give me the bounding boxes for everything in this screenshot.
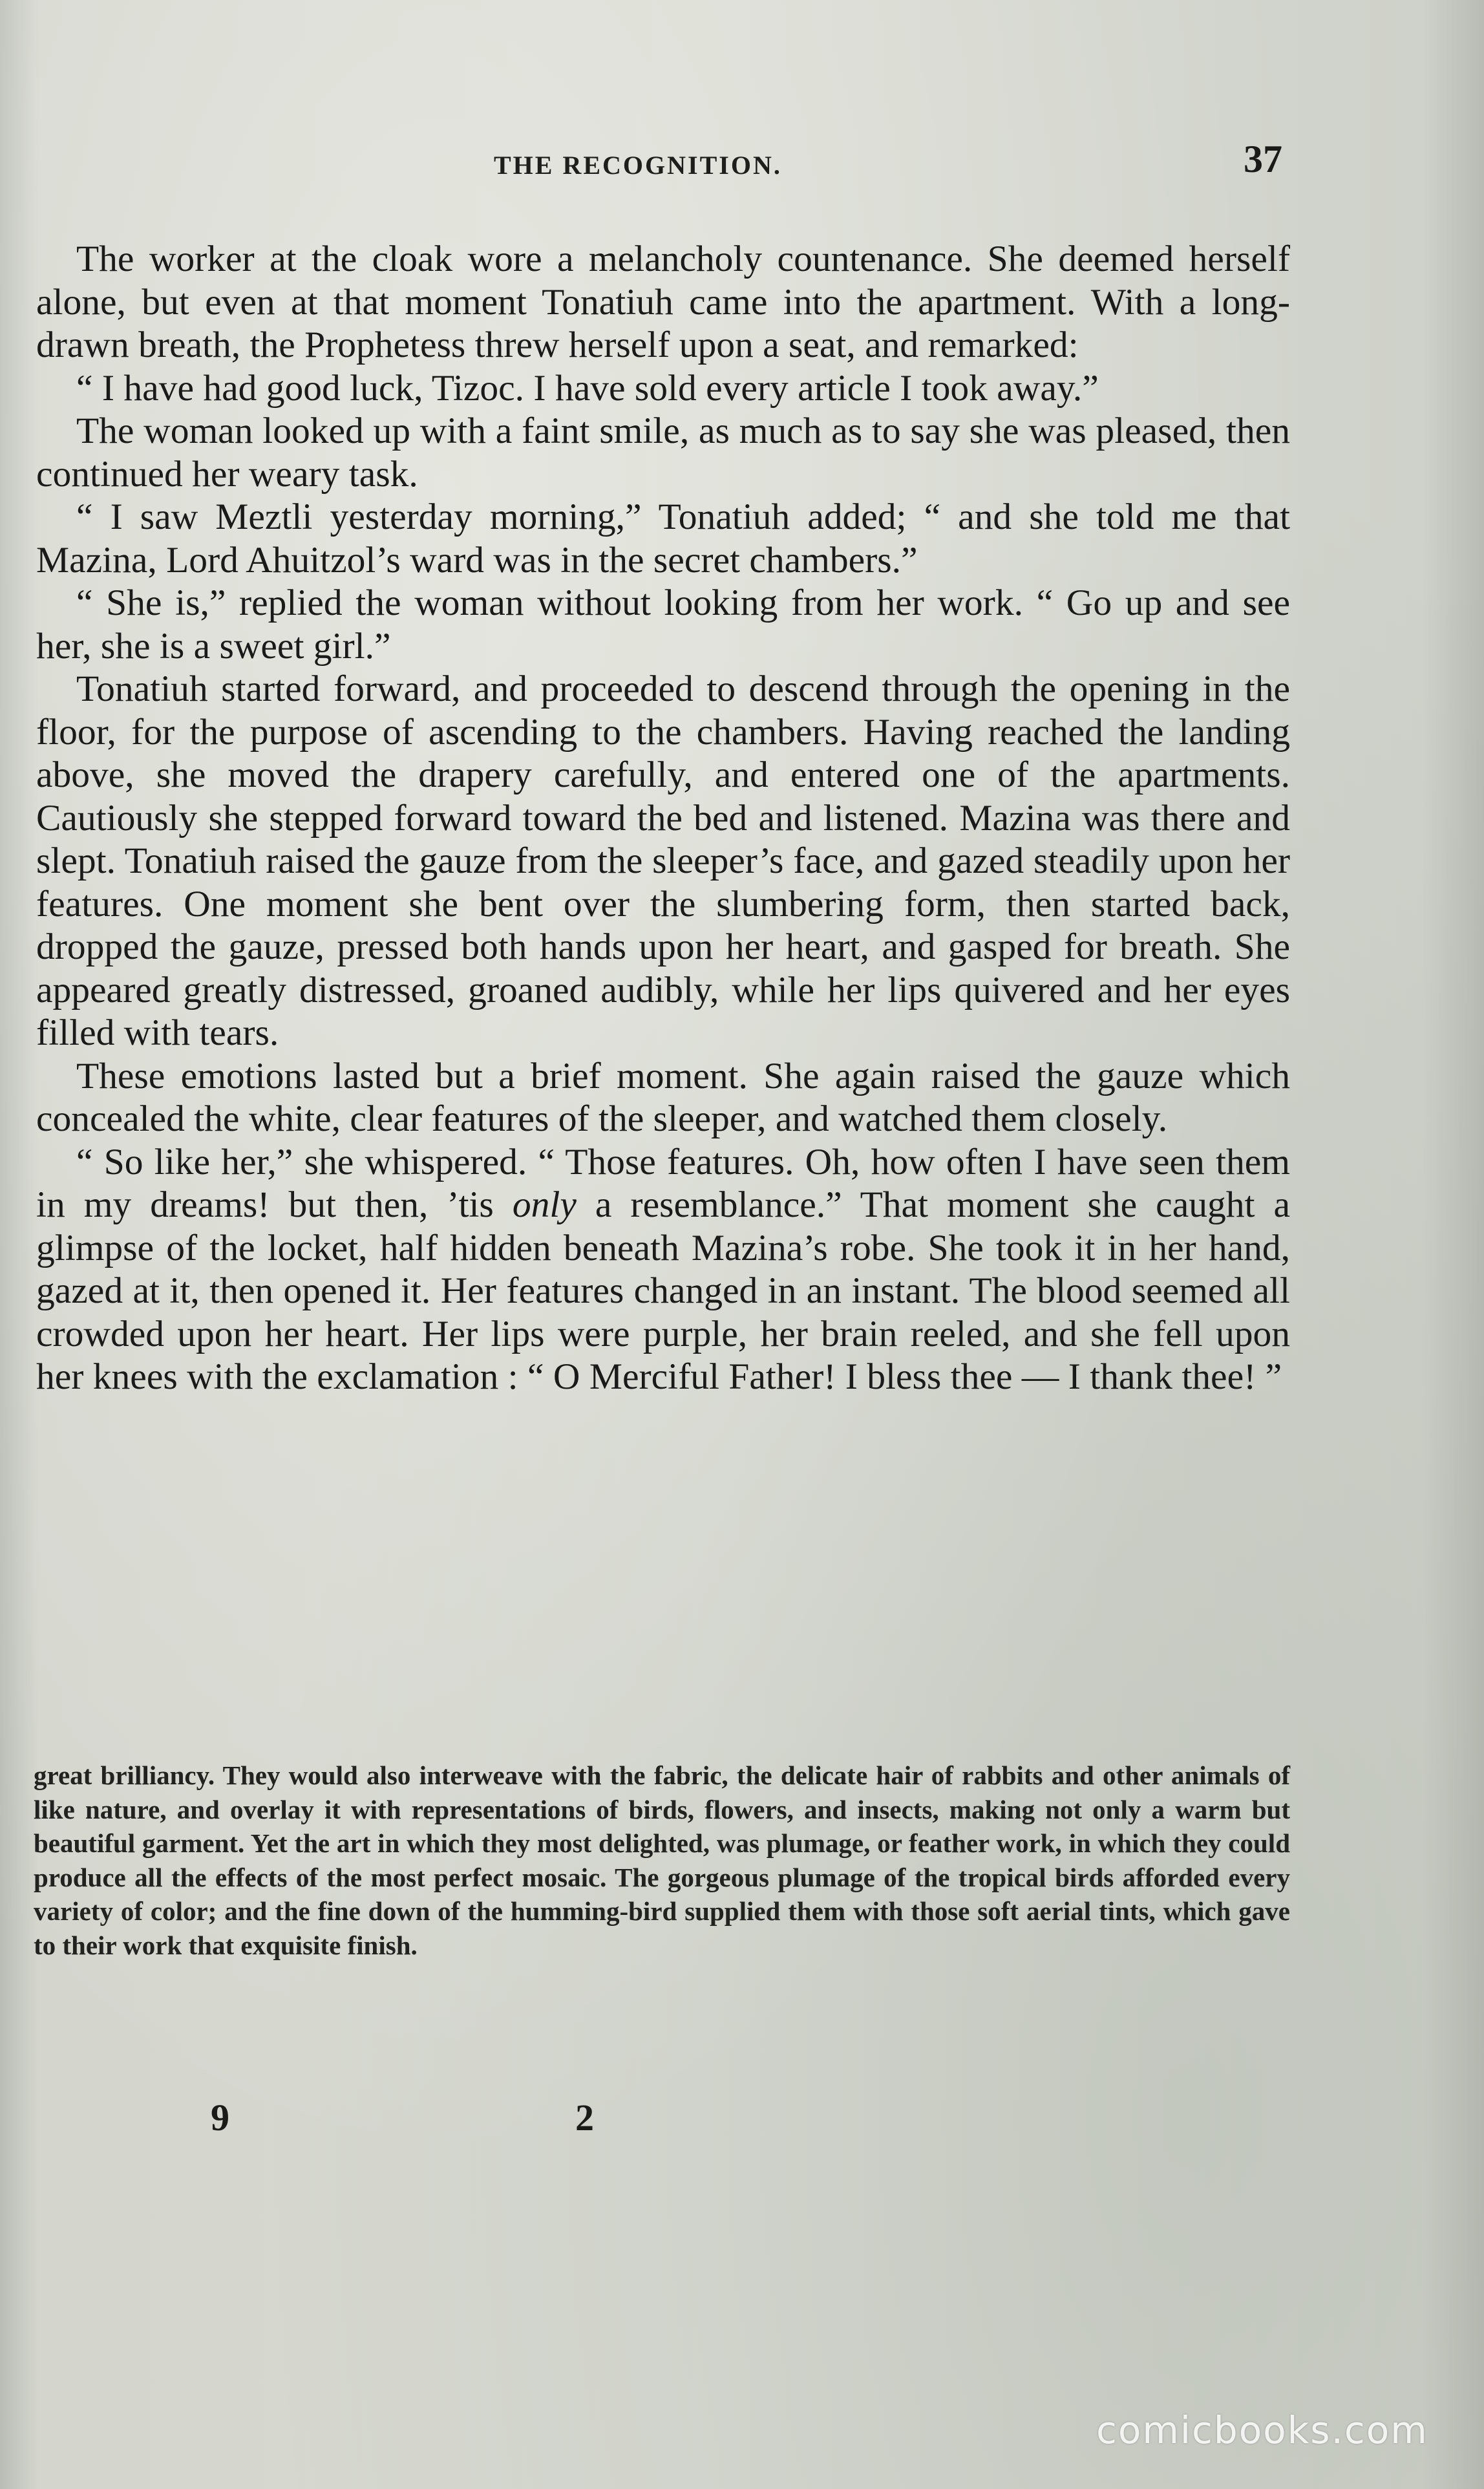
footnote-text: great brilliancy. They would also interweave with the fabric, the delicate hair of rabbits and other animals of like nature, and overlay it with representations of birds, flowers, and insects, making not only a warm but beautiful garment. Yet the art in which they most delighted, was plumage, or feather work, in which they could produce all the effects of the most perfect mosaic. The gorgeous plumage of the tropical birds afforded every variety of color; and the fine down of the humming-bird supplied them with those soft aerial tints, which gave to their work that exquisite finish.	[34, 1760, 1290, 1960]
paragraph: “ I have had good luck, Tizoc. I have sold every article I took away.”	[76, 367, 1099, 409]
watermark: comicbooks.com	[1096, 2408, 1428, 2452]
paragraph: Tonatiuh started forward, and proceeded to descend through the opening in the floor, for the purpose of ascending to the chambers. Having reached the landing above, she moved the drapery carefully, and entered one of the apartments. Cautiously she stepped forward toward the bed and listened. Mazina was there and slept. Tonatiuh raised the gauze from the sleeper’s face, and gazed steadily upon her features. One moment she bent over the slumbering form, then started back, dropped the gauze, pressed both hands upon her heart, and gasped for breath. She appeared greatly distressed, groaned audibly, while her lips quivered and her eyes filled with tears.	[36, 668, 1290, 1053]
italic-word: only	[512, 1184, 577, 1225]
footnote	[34, 1758, 1290, 1962]
signature-mark-left: 9	[211, 2097, 229, 2139]
signature-mark-right: 2	[575, 2097, 594, 2139]
paragraph: The woman looked up with a faint smile, as much as to say she was pleased, then continued her weary task.	[36, 411, 1290, 495]
paragraph	[36, 1141, 1290, 1399]
page-number: 37	[1244, 138, 1282, 180]
paragraph-text: “ So like her,” she whispered. “ Those features. Oh, how often I have seen them in my dreams! but then, ’tis	[36, 1141, 1290, 1225]
running-title: THE RECOGNITION.	[494, 151, 782, 180]
paragraph-text: a resemblance.” That moment she caught a glimpse of the locket, half hidden beneath Mazina’s robe. She took it in her hand, gazed at it, then opened it. Her features changed in an instant. The blood seemed all crowded upon her heart. Her lips were purple, her brain reeled, and she fell upon her knees with the exclamation : “ O Merciful Father! I bless thee — I thank thee! ”	[36, 1184, 1290, 1397]
paragraph: These emotions lasted but a brief moment. She again raised the gauze which concealed the white, clear features of the sleeper, and watched them closely.	[36, 1055, 1290, 1139]
paragraph: “ I saw Meztli yesterday morning,” Tonatiuh added; “ and she told me that Mazina, Lord Ahuitzol’s ward was in the secret chambers.”	[36, 497, 1290, 581]
main-text	[36, 238, 1290, 1399]
paragraph: The worker at the cloak wore a melancholy countenance. She deemed herself alone, but even at that moment Tonatiuh came into the apartment. With a long-drawn breath, the Prophetess threw herself upon a seat, and remarked:	[36, 239, 1290, 365]
paragraph: “ She is,” replied the woman without looking from her work. “ Go up and see her, she is a sweet girl.”	[36, 582, 1290, 667]
